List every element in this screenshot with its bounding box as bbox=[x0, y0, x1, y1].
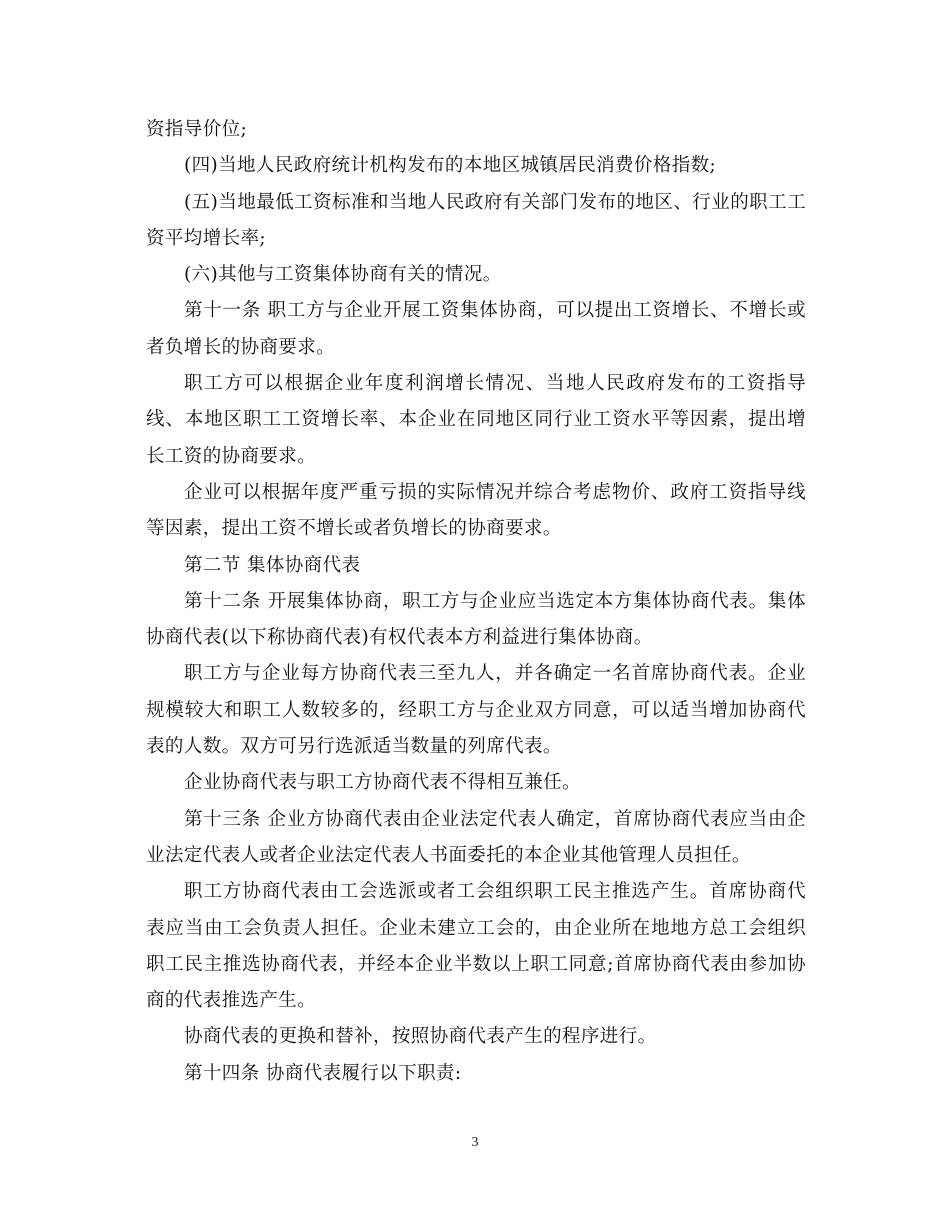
paragraph: (五)当地最低工资标准和当地人民政府有关部门发布的地区、行业的职工工资平均增长率; bbox=[146, 191, 806, 249]
paragraph: 职工方协商代表由工会选派或者工会组织职工民主推选产生。首席协商代表应当由工会负责人担任。企业未建立工会的，由企业所在地地方总工会组织职工民主推选协商代表，并经本企业半数以上职工同意;首席协商代表由参加协商的代表推选产生。 bbox=[146, 881, 806, 1012]
paragraph: 职工方与企业每方协商代表三至九人，并各确定一名首席协商代表。企业规模较大和职工人数较多的，经职工方与企业双方同意，可以适当增加协商代表的人数。双方可另行选派适当数量的列席代表。 bbox=[146, 663, 806, 758]
paragraph: 企业可以根据年度严重亏损的实际情况并综合考虑物价、政府工资指导线等因素，提出工资不增长或者负增长的协商要求。 bbox=[146, 481, 806, 540]
section-heading: 第二节 集体协商代表 bbox=[184, 554, 361, 576]
page-number: 3 bbox=[471, 1135, 479, 1150]
paragraph: 资指导价位; bbox=[146, 119, 248, 140]
paragraph: (四)当地人民政府统计机构发布的本地区城镇居民消费价格指数; bbox=[184, 155, 717, 177]
paragraph: 职工方可以根据企业年度利润增长情况、当地人民政府发布的工资指导线、本地区职工工资增长率、本企业在同地区同行业工资水平等因素，提出增长工资的协商要求。 bbox=[146, 373, 806, 467]
paragraph: 协商代表的更换和替补，按照协商代表产生的程序进行。 bbox=[184, 1026, 657, 1048]
paragraph: (六)其他与工资集体协商有关的情况。 bbox=[184, 264, 502, 286]
document-body bbox=[146, 112, 806, 1092]
article-paragraph: 第十二条 开展集体协商，职工方与企业应当选定本方集体协商代表。集体协商代表(以下称协商代表)有权代表本方利益进行集体协商。 bbox=[146, 590, 806, 649]
article-paragraph: 第十一条 职工方与企业开展工资集体协商，可以提出工资增长、不增长或者负增长的协商要求。 bbox=[146, 300, 806, 358]
article-paragraph: 第十三条 企业方协商代表由企业法定代表人确定，首席协商代表应当由企业法定代表人或者企业法定代表人书面委托的本企业其他管理人员担任。 bbox=[146, 808, 806, 866]
paragraph: 企业协商代表与职工方协商代表不得相互兼任。 bbox=[184, 772, 581, 794]
article-paragraph: 第十四条 协商代表履行以下职责: bbox=[184, 1062, 462, 1084]
